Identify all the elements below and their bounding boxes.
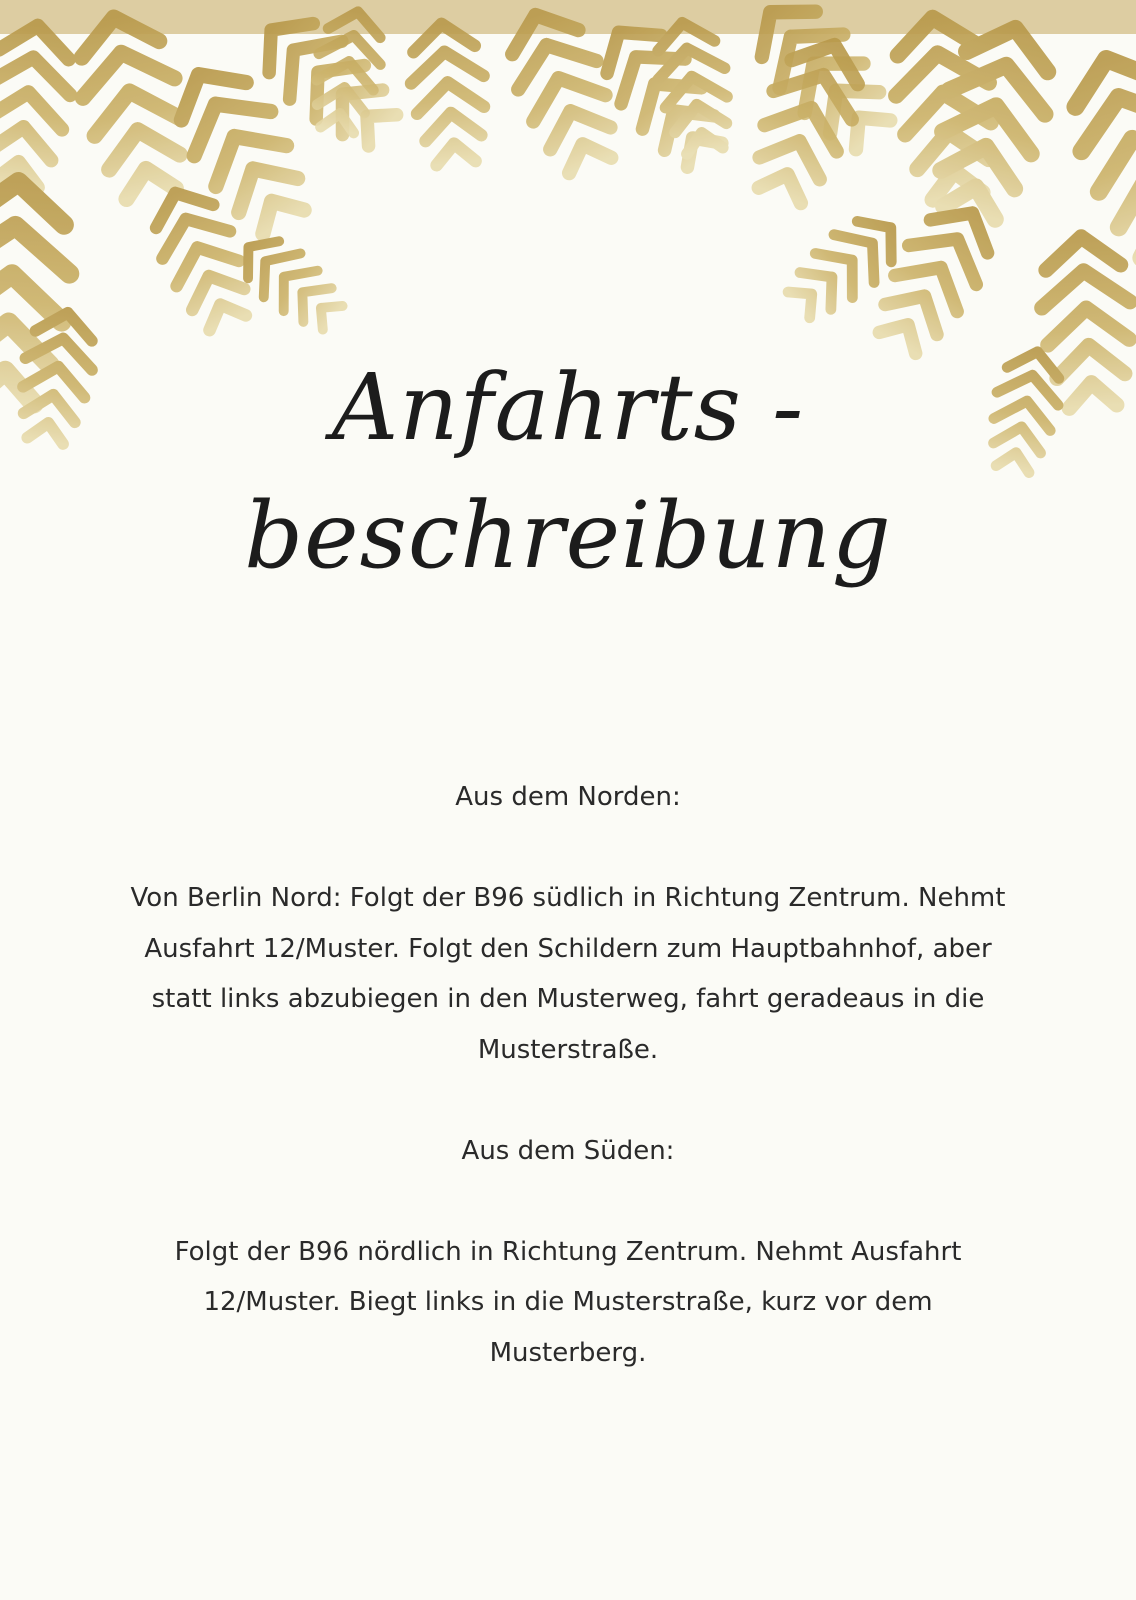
directions-body xyxy=(130,772,1006,1429)
gold-foliage-decoration xyxy=(0,0,1136,560)
section-heading-north: Aus dem Norden: xyxy=(455,782,681,812)
section-heading-south: Aus dem Süden: xyxy=(461,1135,675,1166)
title-line-1: Anfahrts - xyxy=(331,354,805,461)
title-line-2: beschreibung xyxy=(244,482,892,589)
section-text-south: Folgt der B96 nördlich in Richtung Zentrum. Nehmt Ausfahrt 12/Muster. Biegt links in die Musterstraße, kurz vor dem Musterberg. xyxy=(174,1236,962,1368)
section-text-north: Von Berlin Nord: Folgt der B96 südlich in Richtung Zentrum. Nehmt Ausfahrt 12/Muster. Folgt den Schildern zum Hauptbahnhof, aber statt links abzubiegen in den Musterweg, fahrt geradeaus in die Musterstraße. xyxy=(130,883,1006,1065)
